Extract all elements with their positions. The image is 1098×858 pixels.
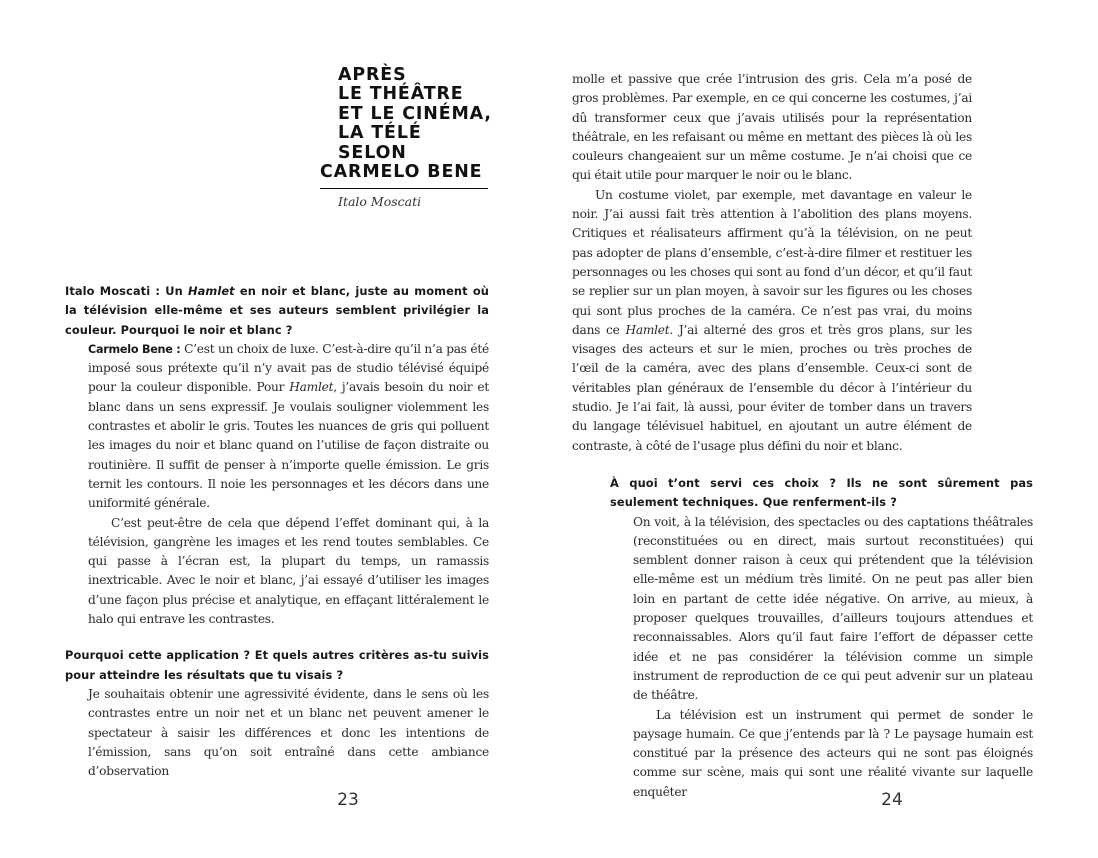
title-line: ET LE CINÉMA, <box>338 103 492 124</box>
title-emphasis: Hamlet <box>289 380 334 395</box>
article-title-block <box>320 65 492 210</box>
answer-text: Un costume violet, par exemple, met davantage en valeur le noir. J’ai aussi fait très attention à l’abolition des plans moyens. Critiques et réalisateurs affirment qu’à la télévision, on ne peut pas adopter de plans d’ensemble, c’est-à-dire filmer et restituer les personnages ou les choses qui sont au fond d’un décor, et qu’il faut se replier sur un plan moyen, à savoir sur les figures ou les choses qui sont plus proches de la caméra. Ce n’est pas vrai, du moins dans ce <box>572 187 972 337</box>
title-rule <box>320 188 488 189</box>
respondent-label: Carmelo Bene : <box>88 342 181 356</box>
title-emphasis: Hamlet <box>625 322 670 337</box>
title-line: CARMELO BENE <box>320 162 483 183</box>
question-3: À quoi t’ont servi ces choix ? Ils ne sont sûrement pas seulement techniques. Que renferment-ils ? <box>610 476 1033 510</box>
title-line: LA TÉLÉ <box>338 123 422 144</box>
right-column <box>610 474 1033 802</box>
answer-paragraph <box>572 186 972 456</box>
answer-text: , j’avais besoin du noir et blanc dans un sens expressif. Je voulais souligner violemment les contrastes et abolir le gris. Toutes les nuances de gris qui polluent les images du noir et blanc quand on l’utilise de façon distraite ou routinière. Il suffit de penser à n’importe quelle émission. Le gris ternit les contours. Il noie les personnages et les décors dans une uniformité générale. <box>88 380 489 511</box>
answer-paragraph: molle et passive que crée l’intrusion des gris. Cela m’a posé de gros problèmes. Par exemple, en ce qui concerne les costumes, j’ai dû transformer ceux que j’avais utilisés pour la représentation théâtrale, en les refaisant ou même en mettant des pièces là où les couleurs changeaient sur un même costume. Je n’ai choisi que ce qui était utile pour marquer le noir ou le blanc. <box>572 72 972 183</box>
title-line: SELON <box>338 142 407 163</box>
answer-paragraph: Je souhaitais obtenir une agressivité évidente, dans le sens où les contrastes entre un noir net et un blanc net peuvent amener le spectateur à saisir les différences et donc les intentions de l’émission, sans qu’on soit entraîné dans cette ambiance d’observation <box>88 686 489 779</box>
answer-paragraph <box>88 340 489 514</box>
answer-paragraph: La télévision est un instrument qui permet de sonder le paysage humain. Ce que j’entends par là ? Le paysage humain est constitué par la présence des acteurs qui ne sont pas éloignés comme sur scène, mais qui sont une réalité vivante sur laquelle enquêter <box>633 707 1033 799</box>
author-name: Italo Moscati <box>338 194 422 210</box>
question-text: en noir et blanc, juste au moment où la télévision elle-même et ses auteurs semblent privilégier la couleur. Pourquoi le noir et blanc ? <box>65 284 489 337</box>
interviewer-label: Italo Moscati : <box>65 284 161 298</box>
question-text: Un <box>160 284 188 298</box>
question-2: Pourquoi cette application ? Et quels autres critères as-tu suivis pour atteindre les résultats que tu visais ? <box>65 648 489 682</box>
page-number: 23 <box>337 790 359 810</box>
answer-paragraph: On voit, à la télévision, des spectacles ou des captations théâtrales (reconstituées ou en direct, mais surtout reconstituées) qui semblent donner raison à ceux qui prétendent que la télévision elle-même est un médium très limité. On ne peut pas aller bien loin en partant de cette idée négative. On arrive, au mieux, à proposer quelques trouvailles, d’ailleurs toujours attendues et reconnaissables. Alors qu’il faut faire l’effort de dépasser cette idée et ne pas considérer la télévision comme un simple instrument de reproduction de ce qui peut advenir sur un plateau de théâtre. <box>633 514 1033 703</box>
answer-text: C’est un choix de luxe. C’est-à-dire qu’il n’a pas été imposé sous prétexte qu’il n’y avait pas de studio télévisé équipé pour la couleur disponible. Pour <box>88 341 490 395</box>
right-page <box>549 0 1098 858</box>
answer-paragraph: C’est peut-être de cela que dépend l’effet dominant qui, à la télévision, gangrène les images et les rend toutes semblables. Ce qui passe à l’écran est, la plupart du temps, un ramassis inextricable. Avec le noir et blanc, j’ai essayé d’utiliser les images d’une façon plus précise et analytique, en effaçant littéralement le halo qui entrave les contrastes. <box>88 515 489 627</box>
title-line: LE THÉÂTRE <box>338 84 464 105</box>
left-column <box>65 282 489 781</box>
title-emphasis: Hamlet <box>187 284 235 298</box>
page-number: 24 <box>881 790 903 810</box>
title-line: APRÈS <box>338 65 407 85</box>
answer-text: . J’ai alterné des gros et très gros plans, sur les visages des acteurs et sur le mien, proches ou très proches de l’œil de la caméra, avec des plans d’ensemble. Ceux-ci sont de véritables plan généraux de l’ensemble du décor à l’intérieur du studio. Je l’ai fait, là aussi, pour éviter de tomber dans un travers du langage télévisuel habituel, en ajoutant un autre élément de contraste, à côté de l’usage plus défini du noir et blanc. <box>572 322 972 453</box>
question-1 <box>65 282 489 340</box>
right-column-continuation <box>572 70 972 456</box>
